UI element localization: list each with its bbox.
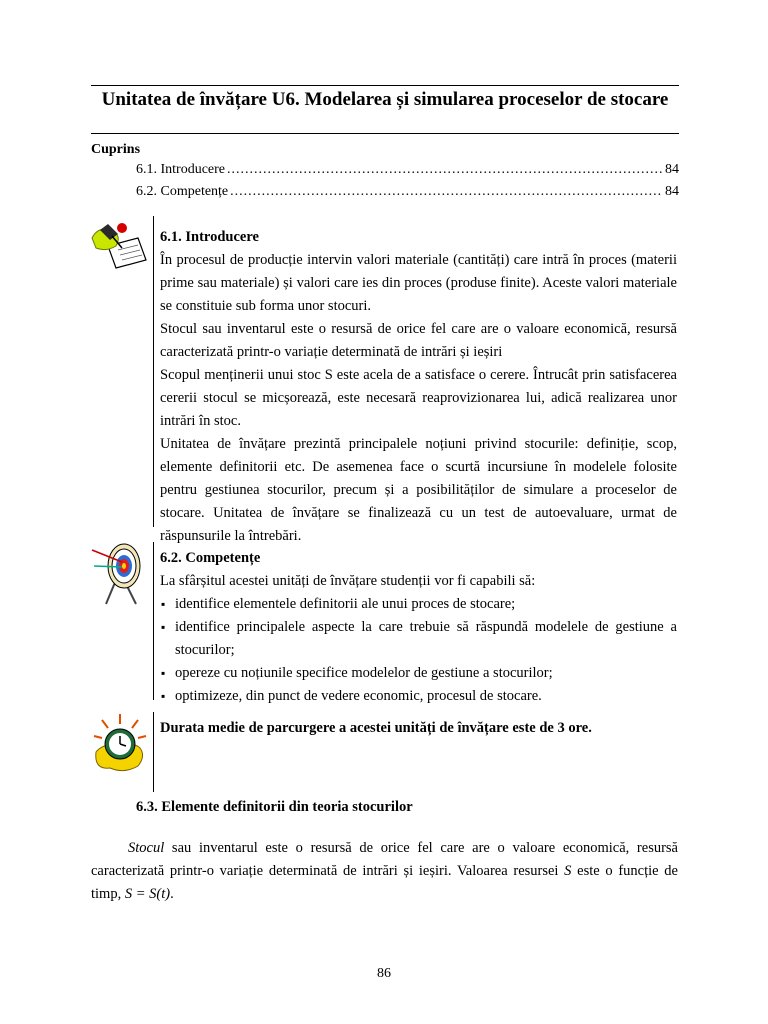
title-bottom-rule bbox=[91, 133, 679, 134]
page-number: 86 bbox=[377, 966, 391, 981]
page-title: Unitatea de învățare U6. Modelarea și simularea proceselor de stocare bbox=[101, 89, 669, 110]
toc-entry[interactable] bbox=[136, 158, 679, 180]
toc-entry-label: 6.1. Introducere bbox=[136, 162, 226, 177]
toc-entry-label: 6.2. Competențe bbox=[136, 184, 229, 199]
pushpin-note-icon bbox=[88, 218, 150, 270]
competence-list bbox=[160, 593, 677, 708]
section-rule-6-2 bbox=[153, 542, 154, 700]
section-rule-6-1 bbox=[153, 216, 154, 527]
paragraph-end: . bbox=[170, 886, 174, 902]
list-item: ▪ identifice principalele aspecte la care trebuie să răspundă modelele de gestiune a stocurilor; bbox=[160, 616, 677, 662]
section-heading: 6.3. Elemente definitorii din teoria stocurilor bbox=[136, 799, 413, 815]
term-stocul: Stocul bbox=[128, 840, 165, 856]
toc-entry-page: 84 bbox=[665, 184, 679, 199]
toc-leader-dots bbox=[230, 180, 663, 202]
section-competente bbox=[160, 547, 677, 708]
duration-note: Durata medie de parcurgere a acestei unități de învățare este de 3 ore. bbox=[160, 720, 592, 736]
paragraph-text: sau inventarul este o resursă de orice fel care are o valoare economică, resursă caracterizată printr-o variație determinată de intrări și ieșiri. Valoarea resursei bbox=[91, 840, 678, 879]
toc-heading: Cuprins bbox=[91, 142, 141, 157]
paragraph-stocul bbox=[91, 837, 678, 906]
toc-entry-page: 84 bbox=[665, 162, 679, 177]
toc-leader-dots bbox=[227, 158, 663, 180]
section-rule-duration bbox=[153, 712, 154, 792]
toc-entry[interactable] bbox=[136, 180, 679, 202]
paragraph-text: este o funcție de timp, bbox=[91, 863, 678, 902]
formula: S = S(t) bbox=[124, 886, 171, 902]
section-heading: 6.1. Introducere bbox=[160, 229, 259, 245]
paragraph: Unitatea de învățare prezintă principalele noțiuni privind stocurile: definiție, scop, elemente definitorii etc. De asemenea face o scurtă incursiune în modelele folosite pentru gestiunea stocurilor, precum și a posibilităților de simulare a proceselor de stocare. Unitatea de învățare se finalizează cu un test de autoevaluare, urmat de răspunsurile la întrebări. bbox=[160, 436, 677, 544]
variable-s: S bbox=[564, 863, 572, 879]
list-item: ▪ optimizeze, din punct de vedere economic, procesul de stocare. bbox=[160, 685, 677, 708]
list-item: ▪ identifice elementele definitorii ale unui proces de stocare; bbox=[160, 593, 677, 616]
list-item: ▪ opereze cu noțiunile specifice modelelor de gestiune a stocurilor; bbox=[160, 662, 677, 685]
section-introducere bbox=[160, 226, 677, 548]
title-top-rule bbox=[91, 85, 679, 86]
archery-target-icon bbox=[90, 540, 148, 608]
paragraph: În procesul de producție intervin valori materiale (cantități) care intră în proces (materii prime sau materiale) și valori care ies din proces (produse finite). Aceste valori materiale se constituie sub forma unor stocuri. bbox=[160, 252, 677, 314]
paragraph: Scopul menținerii unui stoc S este acela de a satisface o cerere. Întrucât prin satisfacerea cererii stocul se micșorează, este necesară reaprovizionarea lui, adică realizarea unor intrări în stoc. bbox=[160, 367, 677, 429]
alarm-clock-icon bbox=[90, 712, 148, 774]
paragraph: Stocul sau inventarul este o resursă de orice fel care are o valoare economică, resursă caracterizată printr-o variație determinată de intrări și ieșiri bbox=[160, 321, 677, 360]
section-heading: 6.2. Competențe bbox=[160, 550, 261, 566]
paragraph: La sfârșitul acestei unități de învățare studenții vor fi capabili să: bbox=[160, 573, 536, 589]
